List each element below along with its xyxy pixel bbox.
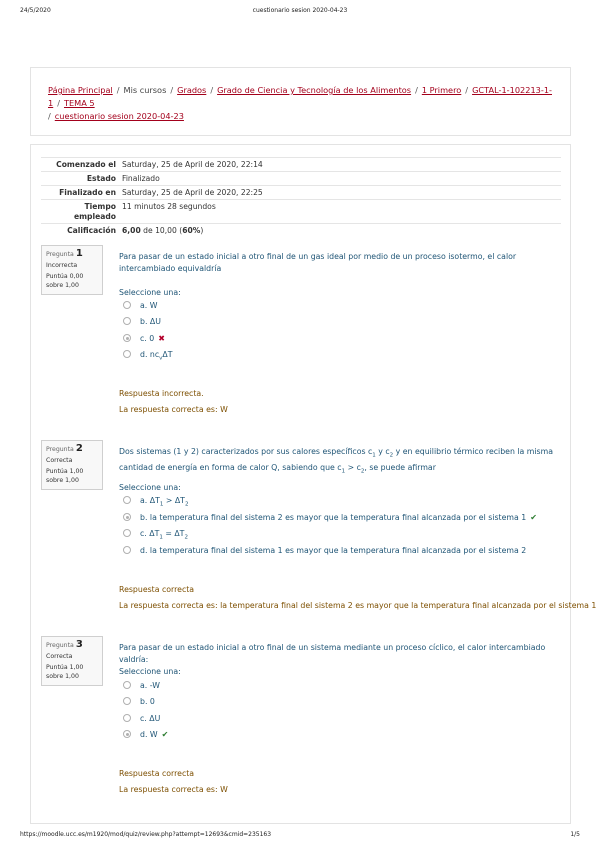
question-2-text	[119, 446, 564, 477]
grade-percent: 60%	[182, 225, 201, 235]
option-label: a. -W	[140, 681, 160, 690]
summary-label: Calificación	[41, 224, 119, 238]
breadcrumb-card	[30, 67, 571, 136]
q3-option-a[interactable]	[123, 680, 160, 692]
question-1-info	[41, 245, 103, 295]
breadcrumb-grados-link[interactable]: Grados	[177, 85, 207, 95]
radio-button[interactable]	[123, 730, 131, 738]
summary-row	[41, 172, 561, 186]
question-3-prompt: Seleccione una:	[119, 667, 181, 676]
breadcrumb-topic-link[interactable]: TEMA 5	[63, 98, 95, 108]
radio-button[interactable]	[123, 529, 131, 537]
grade-total: de 10,00 (	[140, 225, 183, 235]
summary-row	[41, 158, 561, 172]
q1-option-a[interactable]	[123, 300, 157, 312]
subscript: 2	[184, 501, 189, 508]
radio-button[interactable]	[123, 697, 131, 705]
print-date: 24/5/2020	[20, 7, 51, 14]
text-part: Dos sistemas (1 y 2) caracterizados por sus calores específicos c	[119, 447, 373, 456]
summary-value: Saturday, 25 de April de 2020, 22:25	[119, 186, 561, 200]
summary-value: Saturday, 25 de April de 2020, 22:14	[119, 158, 561, 172]
option-label: d. W	[140, 730, 158, 739]
breadcrumb-degree-link[interactable]: Grado de Ciencia y Tecnología de los Alimentos	[217, 85, 412, 95]
breadcrumb-separator: /	[415, 85, 418, 95]
radio-button[interactable]	[123, 513, 131, 521]
radio-button[interactable]	[123, 714, 131, 722]
subscript: 2	[360, 468, 365, 475]
question-number: 1	[75, 248, 83, 259]
attempt-summary-table	[41, 157, 561, 237]
question-number: 2	[75, 443, 83, 454]
q3-option-d[interactable]	[123, 729, 168, 741]
text-part: , se puede afirmar	[364, 462, 436, 472]
summary-row	[41, 200, 561, 224]
option-label: c. 0	[140, 334, 155, 343]
summary-label: Tiempo empleado	[41, 200, 119, 224]
breadcrumb-separator: /	[210, 85, 214, 95]
option-label: c. ΔT	[140, 529, 160, 538]
option-label: = ΔT	[162, 529, 185, 538]
summary-label: Finalizado en	[41, 186, 119, 200]
question-label: Pregunta	[46, 251, 74, 258]
text-part: y c	[375, 447, 390, 456]
print-url: https://moodle.ucc.es/m1920/mod/quiz/review.php?attempt=12693&cmid=235163	[20, 831, 272, 838]
breadcrumb	[48, 84, 558, 123]
q1-option-d[interactable]	[123, 349, 173, 361]
question-1-right-answer: La respuesta correcta es: W	[119, 405, 228, 414]
question-grade: Puntúa 1,00 sobre 1,00	[46, 664, 84, 680]
breadcrumb-separator: /	[57, 98, 60, 108]
grade-score: 6,00	[122, 225, 141, 235]
summary-value: 11 minutos 28 segundos	[119, 200, 561, 224]
subscript: 2	[389, 452, 394, 459]
option-label: > ΔT	[163, 496, 185, 505]
breadcrumb-separator: /	[48, 111, 51, 121]
breadcrumb-quiz-link[interactable]: cuestionario sesion 2020-04-23	[54, 111, 184, 121]
quiz-review-card	[30, 144, 597, 824]
question-state: Correcta	[46, 653, 73, 660]
print-page-number: 1/5	[570, 831, 580, 838]
question-label: Pregunta	[46, 642, 74, 649]
question-2-right-answer: La respuesta correcta es: la temperatura final del sistema 2 es mayor que la temperatura final alcanzada por el sistema 1	[119, 601, 597, 610]
option-label: d. nc	[140, 350, 160, 359]
question-3-info	[41, 636, 103, 686]
summary-label: Estado	[41, 172, 119, 186]
breadcrumb-mycourses: Mis cursos	[123, 85, 167, 95]
radio-button[interactable]	[123, 317, 131, 325]
option-label: d. la temperatura final del sistema 1 es mayor que la temperatura final alcanzada por el sistema 2	[140, 546, 527, 555]
summary-row	[41, 224, 561, 238]
question-grade: Puntúa 0,00 sobre 1,00	[46, 273, 84, 289]
text-part: y en equilibrio térmico reciben la misma cantidad de energía en forma de calor Q, sabiendo que c	[119, 447, 553, 472]
option-label: b. 0	[140, 697, 155, 706]
breadcrumb-course-link[interactable]: GCTAL-1-102213-1-1	[48, 85, 552, 108]
option-label: b. la temperatura final del sistema 2 es mayor que la temperatura final alcanzada por el sistema 1	[140, 513, 527, 522]
breadcrumb-separator: /	[116, 85, 120, 95]
option-label: c. ΔU	[140, 714, 161, 723]
q3-option-b[interactable]	[123, 696, 155, 708]
subscript: 1	[372, 452, 376, 459]
subscript: 1	[341, 468, 346, 475]
question-3-feedback: Respuesta correcta	[119, 769, 195, 778]
breadcrumb-year-link[interactable]: 1 Primero	[421, 85, 462, 95]
radio-button[interactable]	[123, 546, 131, 554]
subscript: 1	[159, 534, 163, 541]
q2-option-d[interactable]	[123, 545, 526, 557]
x-icon: ✖	[158, 334, 165, 343]
q1-option-b[interactable]	[123, 316, 161, 328]
subscript: 2	[184, 534, 188, 541]
breadcrumb-separator: /	[465, 85, 469, 95]
option-label: a. W	[140, 301, 158, 310]
option-label: b. ΔU	[140, 317, 161, 326]
question-2-info	[41, 440, 103, 490]
check-icon: ✔	[530, 513, 537, 522]
q3-option-c[interactable]	[123, 713, 160, 725]
subscript: 1	[159, 501, 164, 508]
radio-button[interactable]	[123, 334, 131, 342]
question-state: Incorrecta	[46, 262, 78, 269]
subscript: v	[159, 355, 163, 362]
question-1-prompt: Seleccione una:	[119, 288, 181, 297]
question-number: 3	[75, 639, 83, 650]
breadcrumb-separator: /	[170, 85, 174, 95]
q2-option-c[interactable]	[123, 528, 188, 540]
radio-button[interactable]	[123, 681, 131, 689]
question-1-feedback: Respuesta incorrecta.	[119, 389, 204, 398]
option-label-tail: ΔT	[162, 350, 173, 359]
summary-value	[119, 224, 561, 238]
breadcrumb-home-link[interactable]: Página Principal	[48, 85, 113, 95]
check-icon: ✔	[161, 730, 169, 739]
summary-value: Finalizado	[119, 172, 561, 186]
question-state: Correcta	[46, 457, 73, 464]
radio-button[interactable]	[123, 301, 131, 309]
question-label: Pregunta	[46, 446, 74, 453]
option-label: a. ΔT	[140, 496, 160, 505]
question-3-text: Para pasar de un estado inicial a otro final de un sistema mediante un proceso cíclico, el calor intercambiado valdría:	[119, 643, 546, 664]
q2-option-b[interactable]	[123, 512, 537, 524]
q1-option-c[interactable]	[123, 333, 165, 345]
question-3-right-answer: La respuesta correcta es: W	[119, 785, 228, 794]
text-part: > c	[345, 462, 361, 472]
radio-button[interactable]	[123, 496, 131, 504]
question-1-text: Para pasar de un estado inicial a otro final de un gas ideal por medio de un proceso isotermo, el calor intercambiado equivaldría	[119, 252, 517, 273]
grade-close: )	[200, 225, 204, 235]
radio-button[interactable]	[123, 350, 131, 358]
summary-label: Comenzado el	[41, 158, 119, 172]
summary-row	[41, 186, 561, 200]
question-2-feedback: Respuesta correcta	[119, 585, 195, 594]
print-title: cuestionario sesion 2020-04-23	[252, 7, 348, 14]
q2-option-a[interactable]	[123, 495, 188, 507]
question-grade: Puntúa 1,00 sobre 1,00	[46, 468, 84, 484]
question-2-prompt: Seleccione una:	[119, 483, 181, 492]
